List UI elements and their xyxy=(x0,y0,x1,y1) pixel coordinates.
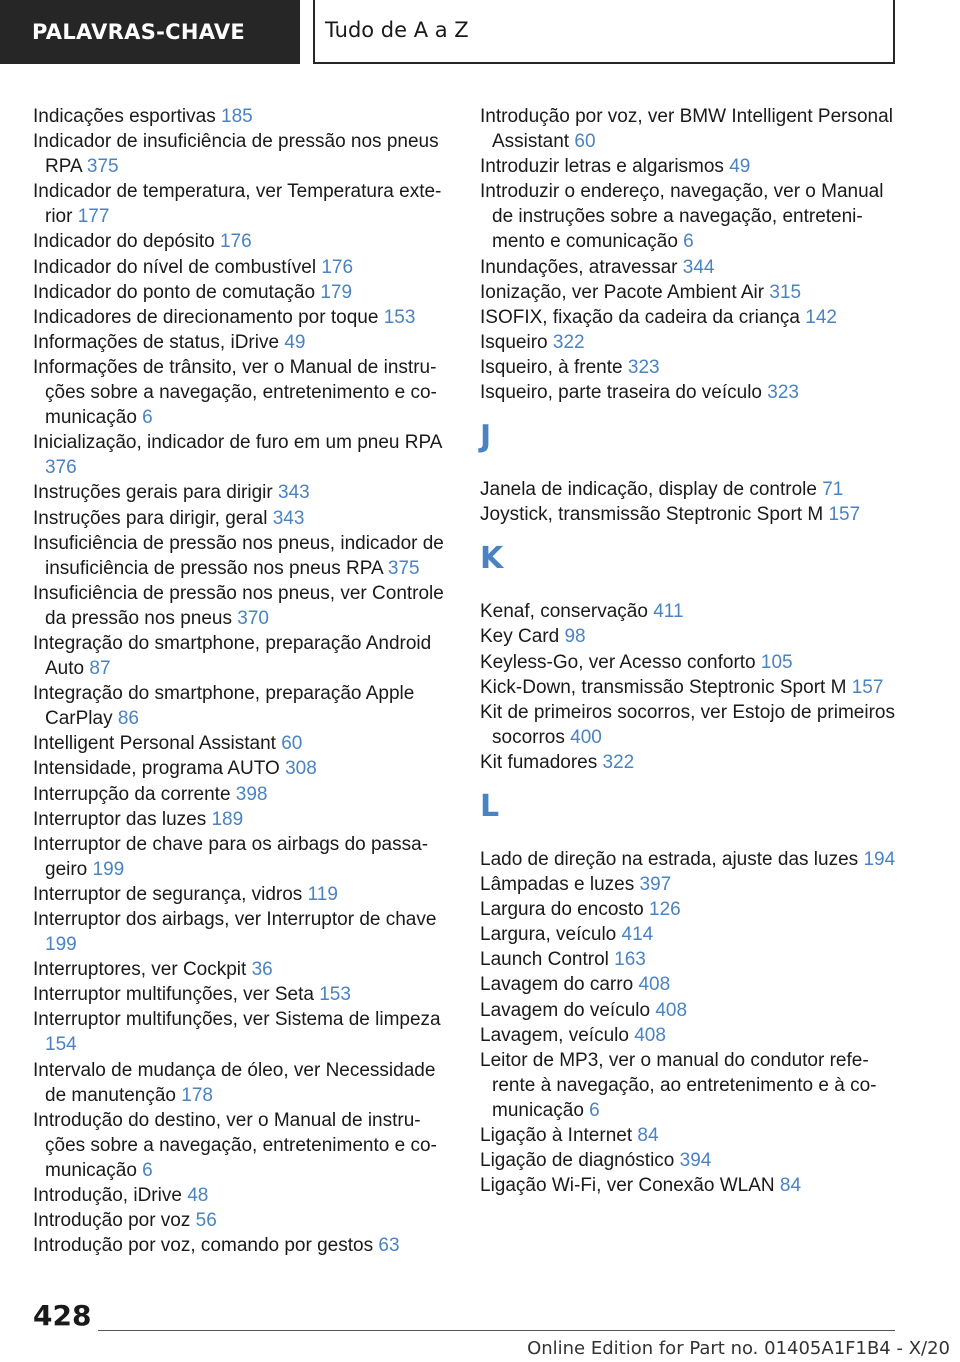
index-entry xyxy=(480,675,905,700)
index-entry-text: Indicador do nível de combustível xyxy=(33,256,317,278)
page-reference-link[interactable]: 126 xyxy=(649,899,681,921)
index-entry-text: Interruptor dos airbags, ver Interruptor de chave xyxy=(33,909,437,930)
index-entry-text: Isqueiro, à frente xyxy=(480,356,623,378)
index-entry xyxy=(33,907,448,957)
page-reference-link[interactable]: 322 xyxy=(552,331,585,353)
index-entry xyxy=(480,922,905,947)
index-entry xyxy=(33,807,448,832)
index-entry xyxy=(480,477,905,502)
page-reference-link[interactable]: 398 xyxy=(235,783,268,805)
index-entry-text: Janela de indicação, display de controle xyxy=(480,479,817,501)
index-entry-text: Lavagem, veículo xyxy=(480,1024,629,1046)
page-reference-link[interactable]: 6 xyxy=(142,1159,153,1181)
page-reference-link[interactable]: 375 xyxy=(86,156,119,178)
page-reference-link[interactable]: 60 xyxy=(574,131,596,153)
index-entry xyxy=(480,998,905,1023)
page-reference-link[interactable]: 323 xyxy=(627,356,660,378)
index-entry-text: Largura do encosto xyxy=(480,899,644,921)
index-entry xyxy=(33,1183,448,1208)
index-entry-text: Integração do smartphone, preparação Android Auto xyxy=(33,632,432,680)
index-entry-text: Interrupção da corrente xyxy=(33,783,231,805)
index-entry-text: Isqueiro, parte traseira do veículo xyxy=(480,382,762,404)
index-entry xyxy=(33,882,448,907)
index-entry-text: Indicadores de direcionamento por toque xyxy=(33,306,379,328)
page-reference-link[interactable]: 199 xyxy=(92,858,125,880)
index-entry-text: Interruptores, ver Cockpit xyxy=(33,959,247,981)
page-reference-link[interactable]: 315 xyxy=(769,281,802,303)
index-entry-text: Introdução do destino, ver o Manual de instruções sobre a navegação, entretenimento e comunicação xyxy=(33,1109,437,1181)
index-entry xyxy=(480,1023,905,1048)
index-entry-text: Informações de status, iDrive xyxy=(33,331,280,353)
index-entry-text: Introdução por voz, comando por gestos xyxy=(33,1235,374,1257)
page-reference-link[interactable]: 157 xyxy=(828,504,861,526)
index-entry-text: Introdução, iDrive xyxy=(33,1185,182,1207)
index-entry-text: Lavagem do carro xyxy=(480,974,634,996)
index-entry xyxy=(480,330,905,355)
index-entry xyxy=(33,305,448,330)
index-entry xyxy=(33,756,448,781)
index-entry-text: Informações de trânsito, ver o Manual de instruções sobre a navegação, entretenimento e comunicação xyxy=(33,356,437,429)
index-entry xyxy=(480,872,905,897)
index-entry-text: Insuficiência de pressão nos pneus, ver Controle da pressão nos pneus xyxy=(33,582,444,629)
page-reference-link[interactable]: 163 xyxy=(614,949,646,971)
page-reference-link[interactable]: 119 xyxy=(307,883,338,905)
index-entry-text: Intensidade, programa AUTO xyxy=(33,758,280,780)
index-entry-text: Integração do smartphone, preparação Apple CarPlay xyxy=(33,683,415,730)
index-entry-text: Instruções para dirigir, geral xyxy=(33,507,268,529)
index-entry xyxy=(33,782,448,807)
index-entry xyxy=(480,380,905,405)
page-reference-link[interactable]: 411 xyxy=(653,601,684,623)
page-reference-link[interactable]: 414 xyxy=(621,924,654,946)
index-entry-text: Indicador do depósito xyxy=(33,231,215,253)
section-tab-label: PALAVRAS-CHAVE xyxy=(32,20,246,44)
index-entry-text: Ionização, ver Pacote Ambient Air xyxy=(480,281,765,303)
index-entry xyxy=(33,229,448,254)
index-entry-text: Interruptor de chave para os airbags do passageiro xyxy=(33,833,429,880)
index-entry xyxy=(33,430,448,480)
page-reference-link[interactable]: 63 xyxy=(378,1235,400,1257)
page-reference-link[interactable]: 185 xyxy=(221,106,253,127)
index-entry xyxy=(33,255,448,280)
index-entry-text: Keyless-Go, ver Acesso conforto xyxy=(480,651,756,673)
index-entry-text: Intelligent Personal Assistant xyxy=(33,733,276,755)
index-column-right xyxy=(480,104,905,1198)
index-entry-text: Introduzir o endereço, navegação, ver o Manual de instruções sobre a navegação, entretenimento e comunicação xyxy=(480,181,884,253)
index-entry xyxy=(480,897,905,922)
index-entry xyxy=(33,129,448,179)
page-reference-link[interactable]: 176 xyxy=(219,231,252,253)
index-entry xyxy=(480,947,905,972)
page-reference-link[interactable]: 84 xyxy=(637,1125,659,1146)
index-entry-text: Lado de direção na estrada, ajuste das luzes xyxy=(480,848,859,870)
index-entry xyxy=(33,631,448,681)
index-entry-text: Lâmpadas e luzes xyxy=(480,874,635,896)
page-reference-link[interactable]: 142 xyxy=(805,306,837,328)
index-entry xyxy=(480,355,905,380)
index-entry xyxy=(33,1058,448,1108)
index-entry xyxy=(33,179,448,229)
header-rule xyxy=(313,62,895,64)
index-entry xyxy=(480,847,905,872)
page-reference-link[interactable]: 56 xyxy=(195,1210,217,1232)
index-entry xyxy=(480,599,905,624)
index-entry-text: Interruptor multifunções, ver Sistema de limpeza xyxy=(33,1009,441,1031)
index-entry-text: Lavagem do veículo xyxy=(480,999,651,1021)
index-entry-text: Intervalo de mudança de óleo, ver Necessidade de manutenção xyxy=(33,1059,436,1106)
index-entry xyxy=(33,330,448,355)
index-entry xyxy=(480,1148,905,1173)
index-entry xyxy=(480,750,905,775)
index-entry xyxy=(33,957,448,982)
index-entry xyxy=(480,1048,905,1123)
page-reference-link[interactable]: 157 xyxy=(851,676,884,698)
page-number: 428 xyxy=(33,1299,92,1332)
index-entry xyxy=(480,1173,905,1198)
index-column-left xyxy=(33,104,448,1258)
page-reference-link[interactable]: 370 xyxy=(237,607,269,629)
page-reference-link[interactable]: 6 xyxy=(589,1099,600,1121)
page-reference-link[interactable]: 343 xyxy=(272,507,305,529)
index-entry-text: Introdução por voz, ver BMW Intelligent Personal Assistant xyxy=(480,106,893,153)
index-entry-text: Leitor de MP3, ver o manual do condutor referente à navegação, ao entretenimento e à comunicação xyxy=(480,1049,877,1121)
index-entry-text: Ligação de diagnóstico xyxy=(480,1150,675,1172)
page-reference-link[interactable]: 84 xyxy=(779,1175,802,1197)
page-reference-link[interactable]: 308 xyxy=(285,758,317,780)
index-entry xyxy=(480,624,905,649)
index-entry xyxy=(480,502,905,527)
index-entry-text: Kit fumadores xyxy=(480,751,598,773)
page-reference-link[interactable]: 178 xyxy=(181,1084,213,1106)
index-entry-text: Interruptor das luzes xyxy=(33,808,207,830)
index-entry xyxy=(33,280,448,305)
index-entry xyxy=(480,179,905,254)
page-reference-link[interactable]: 179 xyxy=(320,281,353,303)
index-entry xyxy=(480,700,905,750)
index-entry-text: Interruptor de segurança, vidros xyxy=(33,883,303,905)
index-entry xyxy=(33,506,448,531)
index-entry xyxy=(33,731,448,756)
index-entry xyxy=(33,531,448,581)
page-reference-link[interactable]: 49 xyxy=(729,156,751,178)
index-entry-text: Insuficiência de pressão nos pneus, indicador de insuficiência de pressão nos pneus RPA xyxy=(33,532,444,579)
index-entry-text: Inicialização, indicador de furo em um pneu RPA xyxy=(33,432,442,454)
section-letter-heading: J xyxy=(480,419,492,455)
page-reference-link[interactable]: 394 xyxy=(679,1150,712,1172)
page-reference-link[interactable]: 153 xyxy=(319,984,351,1006)
section-letter-heading: L xyxy=(480,788,500,824)
index-entry-text: Instruções gerais para dirigir xyxy=(33,482,273,504)
index-entry-text: Joystick, transmissão Steptronic Sport M xyxy=(480,504,824,526)
index-entry xyxy=(480,305,905,330)
index-entry xyxy=(33,1208,448,1233)
index-entry-text: Kit de primeiros socorros, ver Estojo de primeiros socorros xyxy=(480,701,895,748)
index-entry xyxy=(33,1007,448,1057)
index-entry-text: Ligação à Internet xyxy=(480,1125,633,1146)
index-entry xyxy=(33,1233,448,1258)
index-entry-text: Ligação Wi-Fi, ver Conexão WLAN xyxy=(480,1175,775,1197)
page-reference-link[interactable]: 344 xyxy=(682,256,715,278)
index-entry xyxy=(480,650,905,675)
page-reference-link[interactable]: 6 xyxy=(142,407,153,429)
index-entry-text: Launch Control xyxy=(480,949,609,971)
page-reference-link[interactable]: 199 xyxy=(45,934,77,956)
page-reference-link[interactable]: 71 xyxy=(822,479,844,501)
page-reference-link[interactable]: 194 xyxy=(863,848,896,870)
header-divider xyxy=(313,0,315,64)
index-entry xyxy=(33,104,448,129)
index-entry-text: Indicador de insuficiência de pressão nos pneus RPA xyxy=(33,131,439,178)
index-entry xyxy=(33,832,448,882)
index-entry xyxy=(33,681,448,731)
index-entry-text: Interruptor multifunções, ver Seta xyxy=(33,984,314,1006)
page-reference-link[interactable]: 408 xyxy=(655,999,688,1021)
page-reference-link[interactable]: 322 xyxy=(602,751,635,773)
index-entry-text: Inundações, atravessar xyxy=(480,256,678,278)
index-entry-text: Introdução por voz xyxy=(33,1210,191,1232)
page-reference-link[interactable]: 86 xyxy=(117,708,139,730)
page-reference-link[interactable]: 36 xyxy=(251,959,273,981)
page-reference-link[interactable]: 343 xyxy=(278,482,310,504)
index-entry xyxy=(33,355,448,430)
page-reference-link[interactable]: 105 xyxy=(760,651,793,673)
index-entry-text: Kenaf, conservação xyxy=(480,601,648,623)
index-entry xyxy=(33,982,448,1007)
index-entry-text: Introduzir letras e algarismos xyxy=(480,156,724,178)
index-entry-text: Kick-Down, transmissão Steptronic Sport M xyxy=(480,676,847,698)
page-reference-link[interactable]: 153 xyxy=(383,306,416,328)
page-reference-link[interactable]: 6 xyxy=(683,231,694,253)
index-entry-text: Largura, veículo xyxy=(480,924,617,946)
page-title: Tudo de A a Z xyxy=(325,18,469,42)
page-reference-link[interactable]: 323 xyxy=(767,382,799,404)
index-entry-text: Indicador do ponto de comutação xyxy=(33,281,316,303)
page-reference-link[interactable]: 176 xyxy=(321,256,354,278)
header-divider-right xyxy=(893,0,895,64)
footer-rule xyxy=(98,1330,895,1331)
page-reference-link[interactable]: 154 xyxy=(45,1034,77,1056)
page-reference-link[interactable]: 177 xyxy=(77,206,110,228)
page-reference-link[interactable]: 400 xyxy=(570,726,602,748)
index-entry xyxy=(480,1123,905,1148)
index-entry-text: Indicações esportivas xyxy=(33,106,216,127)
index-entry-text: Key Card xyxy=(480,626,560,648)
page-reference-link[interactable]: 98 xyxy=(564,626,586,648)
page-reference-link[interactable]: 60 xyxy=(281,733,303,755)
index-entry xyxy=(33,1108,448,1183)
section-letter-heading: K xyxy=(480,541,504,577)
index-entry xyxy=(33,480,448,505)
page-reference-link[interactable]: 49 xyxy=(284,331,306,353)
index-entry xyxy=(480,280,905,305)
index-entry xyxy=(33,581,448,631)
page-reference-link[interactable]: 375 xyxy=(387,557,420,579)
index-entry xyxy=(480,104,905,154)
page-reference-link[interactable]: 408 xyxy=(634,1024,666,1046)
page-reference-link[interactable]: 87 xyxy=(89,658,111,680)
page-reference-link[interactable]: 189 xyxy=(211,808,244,830)
page-reference-link[interactable]: 397 xyxy=(639,874,672,896)
index-entry xyxy=(480,255,905,280)
index-entry-text: Indicador de temperatura, ver Temperatura exterior xyxy=(33,181,442,228)
section-tab xyxy=(0,0,300,64)
index-entry-text: Isqueiro xyxy=(480,331,548,353)
edition-note: Online Edition for Part no. 01405A1F1B4 - X/20 xyxy=(527,1338,950,1359)
page-reference-link[interactable]: 408 xyxy=(638,974,671,996)
index-entry xyxy=(480,972,905,997)
page-reference-link[interactable]: 48 xyxy=(187,1185,209,1207)
index-entry xyxy=(480,154,905,179)
page-reference-link[interactable]: 376 xyxy=(45,457,77,479)
index-entry-text: ISOFIX, fixação da cadeira da criança xyxy=(480,306,800,328)
